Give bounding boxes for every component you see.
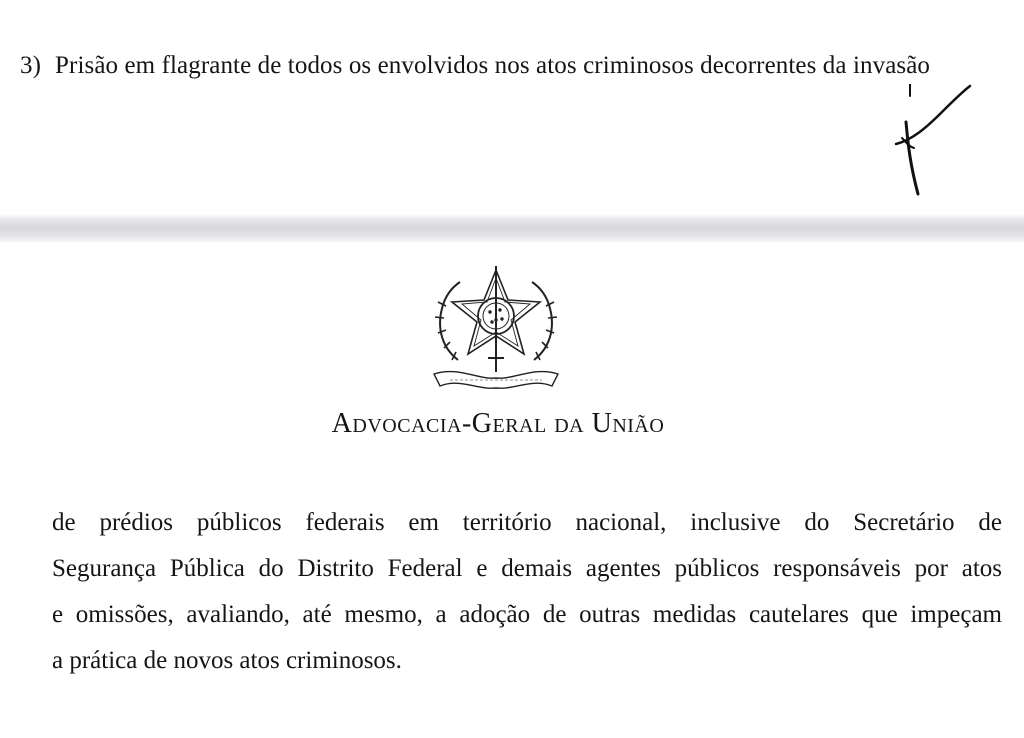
previous-page-fragment (0, 0, 1024, 214)
body-line: Segurança Pública do Distrito Federal e demais agentes públicos responsáveis por atos (52, 555, 1002, 582)
body-paragraph (52, 500, 1002, 684)
handwritten-initials-icon (892, 84, 972, 200)
organization-title: Advocacia-Geral da União (331, 408, 665, 439)
page-break-divider (0, 214, 1024, 242)
body-line: de prédios públicos federais em território nacional, inclusive do Secretário de (52, 509, 1002, 536)
body-line: e omissões, avaliando, até mesmo, a adoção de outras medidas cautelares que impeçam (52, 601, 1002, 628)
item-text: Prisão em flagrante de todos os envolvidos nos atos criminosos decorrentes da invasão (55, 52, 931, 79)
brazil-coat-of-arms-icon (428, 262, 564, 394)
body-line: a prática de novos atos criminosos. (52, 647, 402, 674)
item-number: 3) (20, 52, 42, 79)
list-item-3 (20, 52, 930, 80)
